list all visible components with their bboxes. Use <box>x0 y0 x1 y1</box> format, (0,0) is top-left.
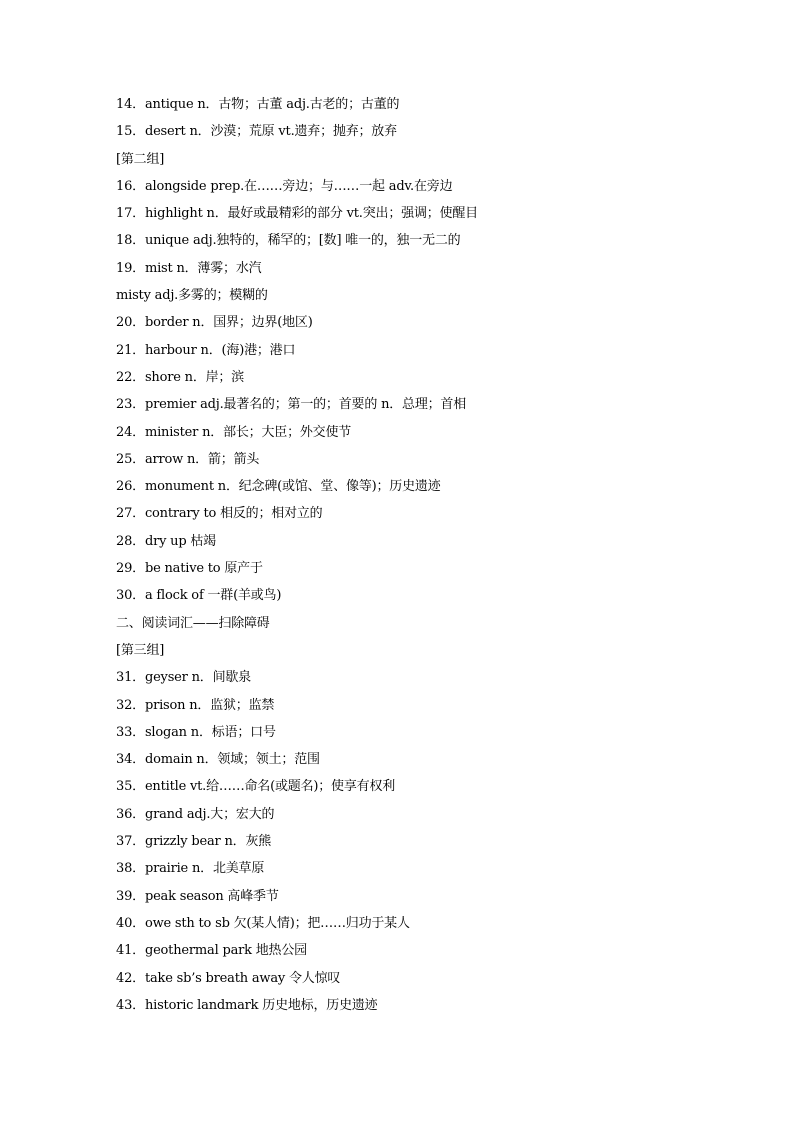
entry-25: 25．arrow n．箭；箭头 <box>116 451 260 467</box>
entry-42: 42．take sb’s breath away 令人惊叹 <box>116 970 341 986</box>
entry-34: 34．domain n．领域；领土；范围 <box>116 752 320 768</box>
entry-27: 27．contrary to 相反的；相对立的 <box>116 506 323 522</box>
entry-40: 40．owe sth to sb 欠(某人情)；把……归功于某人 <box>116 915 410 931</box>
entry-17: 17．highlight n．最好或最精彩的部分 vt.突出；强调；使醒目 <box>116 206 478 222</box>
entry-23: 23．premier adj.最著名的；第一的；首要的 n．总理；首相 <box>116 397 467 413</box>
entry-14: 14．antique n．古物；古董 adj.古老的；古董的 <box>116 97 400 112</box>
entry-41: 41．geothermal park 地热公园 <box>116 943 307 959</box>
entry-19: 19．mist n．薄雾；水汽 <box>116 260 262 276</box>
entry-35: 35．entitle vt.给……命名(或题名)；使享有权利 <box>116 779 396 795</box>
group-three-heading: [第三组] <box>116 642 165 658</box>
entry-33: 33．slogan n．标语；口号 <box>116 724 276 740</box>
entry-18: 18．unique adj.独特的，稀罕的；[数] 唯一的，独一无二的 <box>116 233 461 249</box>
entry-20: 20．border n．国界；边界(地区) <box>116 315 313 331</box>
entry-19-derivative: misty adj.多雾的；模糊的 <box>116 288 268 304</box>
group-two-heading: [第二组] <box>116 151 165 167</box>
entry-16: 16．alongside prep.在……旁边；与……一起 adv.在旁边 <box>116 178 453 194</box>
entry-32: 32．prison n．监狱；监禁 <box>116 697 275 713</box>
section-heading-reading-vocabulary: 二、阅读词汇——扫除障碍 <box>116 615 270 631</box>
entry-36: 36．grand adj.大；宏大的 <box>116 806 275 822</box>
entry-28: 28．dry up 枯竭 <box>116 533 216 549</box>
entry-15: 15．desert n．沙漠；荒原 vt.遗弃；抛弃；放弃 <box>116 124 397 140</box>
entry-22: 22．shore n．岸；滨 <box>116 369 245 385</box>
entry-31: 31．geyser n．间歇泉 <box>116 670 251 686</box>
entry-30: 30．a flock of 一群(羊或鸟) <box>116 588 282 604</box>
entry-43: 43．historic landmark 历史地标，历史遗迹 <box>116 997 378 1013</box>
entry-38: 38．prairie n．北美草原 <box>116 861 265 877</box>
entry-24: 24．minister n．部长；大臣；外交使节 <box>116 424 352 440</box>
vocabulary-list <box>116 91 736 1019</box>
entry-37: 37．grizzly bear n．灰熊 <box>116 834 272 850</box>
entry-29: 29．be native to 原产于 <box>116 561 263 577</box>
entry-26: 26．monument n．纪念碑(或馆、堂、像等)；历史遗迹 <box>116 479 441 495</box>
entry-21: 21．harbour n．(海)港；港口 <box>116 342 296 358</box>
entry-39: 39．peak season 高峰季节 <box>116 888 279 904</box>
